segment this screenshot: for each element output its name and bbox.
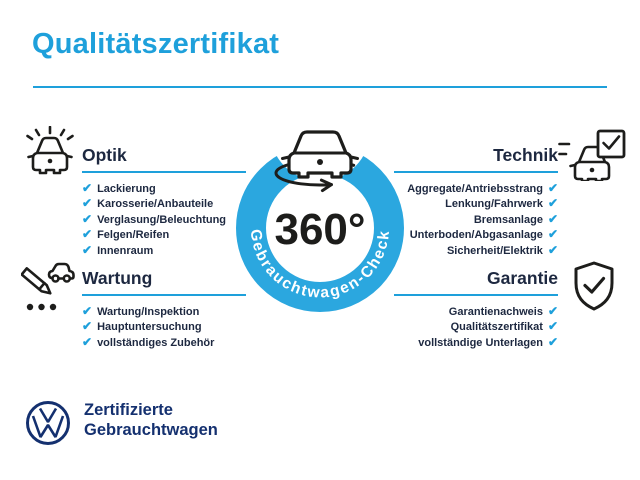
item-label: vollständiges Zubehör (97, 336, 215, 349)
check-icon: ✔ (547, 211, 558, 226)
check-icon: ✔ (82, 319, 93, 334)
section-wartung (82, 268, 246, 351)
brand-text (84, 401, 218, 440)
item-label: Hauptuntersuchung (97, 321, 202, 334)
item-label: Felgen/Reifen (97, 229, 170, 242)
checklist-item (82, 197, 246, 213)
wartung-checklist (82, 304, 246, 351)
check-icon: ✔ (547, 319, 558, 334)
check-icon: ✔ (82, 227, 93, 242)
brand-line1: Zertifizierte (84, 401, 173, 419)
brand-line2: Gebrauchtwagen (84, 420, 218, 439)
checklist-item (82, 212, 246, 228)
car-checkbox-icon (558, 129, 626, 181)
check-icon: ✔ (82, 180, 93, 195)
check-icon: ✔ (547, 180, 558, 195)
section-title-garantie: Garantie (394, 268, 558, 296)
item-label: Sicherheit/Elektrik (446, 244, 543, 257)
section-technik (394, 145, 558, 259)
checklist-item (82, 335, 246, 351)
shield-check-icon (571, 260, 617, 312)
check-icon: ✔ (82, 211, 93, 226)
car-front-shine-icon (24, 126, 76, 178)
checklist-item (82, 304, 246, 320)
item-label: Garantienachweis (448, 305, 543, 318)
service-checklist-icon (21, 257, 77, 313)
check-icon: ✔ (82, 196, 93, 211)
checklist-item (394, 335, 558, 351)
checklist-item (394, 181, 558, 197)
check-icon: ✔ (547, 334, 558, 349)
garantie-checklist (394, 304, 558, 351)
checklist-item (82, 228, 246, 244)
optik-checklist (82, 181, 246, 259)
item-label: Aggregate/Antriebsstrang (407, 182, 543, 195)
technik-checklist (394, 181, 558, 259)
checklist-item (394, 212, 558, 228)
checklist-item (82, 320, 246, 336)
checklist-item (394, 304, 558, 320)
vw-logo (24, 399, 72, 447)
360-check-badge (224, 112, 416, 320)
item-label: Unterboden/Abgasanlage (409, 229, 543, 242)
ring-label: Gebrauchtwagen-Check (246, 228, 394, 302)
checklist-item (394, 197, 558, 213)
section-title-technik: Technik (394, 145, 558, 173)
checklist-item (394, 320, 558, 336)
item-label: Qualitätszertifikat (450, 321, 543, 334)
item-label: vollständige Unterlagen (418, 336, 543, 349)
check-icon: ✔ (547, 196, 558, 211)
item-label: Lackierung (97, 182, 156, 195)
check-icon: ✔ (547, 242, 558, 257)
item-label: Wartung/Inspektion (97, 305, 200, 318)
check-icon: ✔ (82, 334, 93, 349)
check-icon: ✔ (547, 227, 558, 242)
section-garantie (394, 268, 558, 351)
item-label: Karosserie/Anbauteile (97, 198, 214, 211)
check-icon: ✔ (82, 242, 93, 257)
section-title-wartung: Wartung (82, 268, 246, 296)
checklist-item (82, 243, 246, 259)
page-title: Qualitätszertifikat (32, 28, 280, 60)
checklist-item (394, 243, 558, 259)
checklist-item (82, 181, 246, 197)
degree-label: 360° (274, 205, 366, 254)
item-label: Lenkung/Fahrwerk (445, 198, 543, 211)
item-label: Innenraum (97, 244, 154, 257)
checklist-item (394, 228, 558, 244)
item-label: Verglasung/Beleuchtung (97, 213, 227, 226)
item-label: Bremsanlage (473, 213, 543, 226)
check-icon: ✔ (547, 303, 558, 318)
check-icon: ✔ (82, 303, 93, 318)
section-title-optik: Optik (82, 145, 246, 173)
header-divider (33, 86, 607, 88)
section-optik (82, 145, 246, 259)
